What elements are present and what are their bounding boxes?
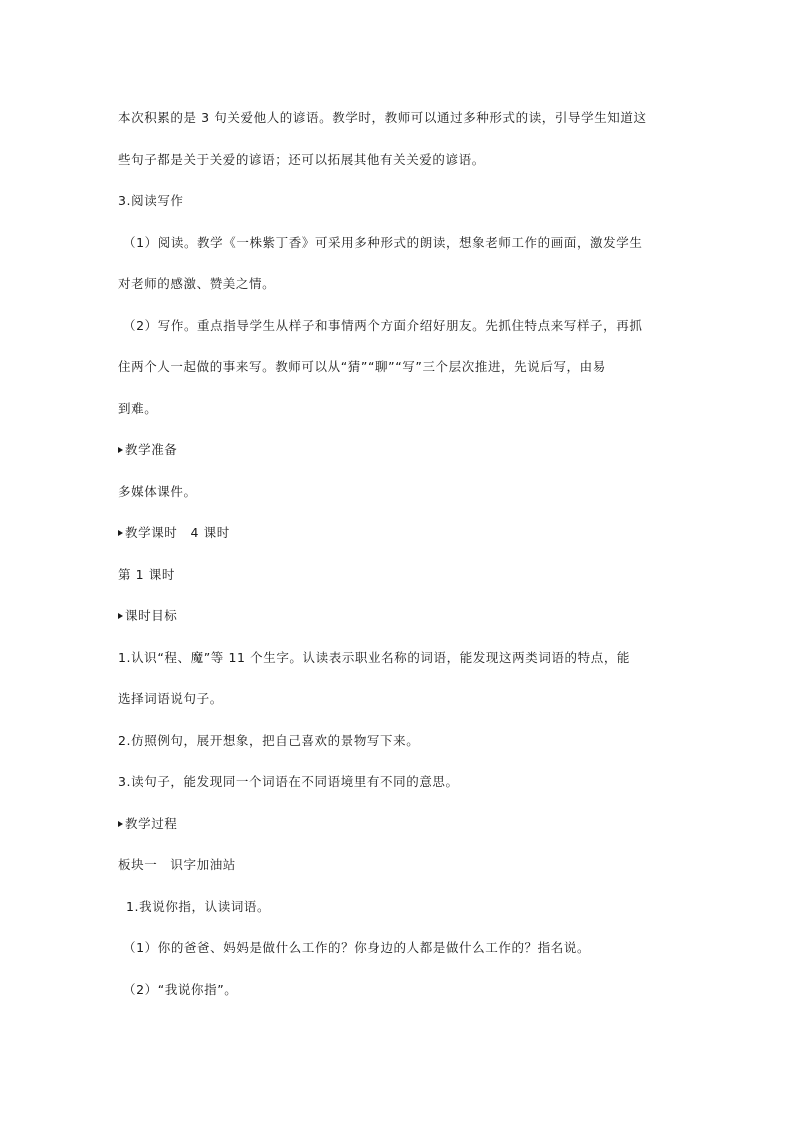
paragraph-line: 2.仿照例句，展开想象，把自己喜欢的景物写下来。 <box>118 733 420 748</box>
triangle-right-icon <box>118 447 123 453</box>
lesson-title: 第 1 课时 <box>118 567 175 582</box>
paragraph-line: 1.认识“程、魔”等 11 个生字。认读表示职业名称的词语，能发现这两类词语的特点，能 <box>118 650 631 665</box>
triangle-right-icon <box>118 821 123 827</box>
heading-text: 教学准备 <box>125 442 178 457</box>
block-title: 板块一 识字加油站 <box>118 857 236 872</box>
heading-text: 教学课时 4 课时 <box>125 525 230 540</box>
heading-text: 课时目标 <box>125 608 178 623</box>
paragraph-line: （1）阅读。教学《一株紫丁香》可采用多种形式的朗读，想象老师工作的画面，激发学生 <box>123 235 643 250</box>
paragraph-line: 对老师的感激、赞美之情。 <box>118 276 276 291</box>
heading-text: 教学过程 <box>125 816 178 831</box>
section-heading <box>118 440 678 460</box>
paragraph-line: （2）“我说你指”。 <box>123 982 238 997</box>
paragraph-line: （2）写作。重点指导学生从样子和事情两个方面介绍好朋友。先抓住特点来写样子，再抓 <box>123 318 643 333</box>
section-heading <box>118 523 678 543</box>
triangle-right-icon <box>118 613 123 619</box>
triangle-right-icon <box>118 530 123 536</box>
paragraph-line: 选择词语说句子。 <box>118 691 223 706</box>
paragraph-line: 到难。 <box>118 401 158 416</box>
paragraph-line: 3.读句子，能发现同一个词语在不同语境里有不同的意思。 <box>118 774 459 789</box>
section-heading: 3.阅读写作 <box>118 193 184 208</box>
paragraph-line: 1.我说你指，认读词语。 <box>126 899 271 914</box>
paragraph-line: （1）你的爸爸、妈妈是做什么工作的？你身边的人都是做什么工作的？指名说。 <box>123 940 591 955</box>
paragraph-line: 本次积累的是 3 句关爱他人的谚语。教学时，教师可以通过多种形式的读，引导学生知道这 <box>118 110 647 125</box>
paragraph-line: 住两个人一起做的事来写。教师可以从“猜”“聊”“写”三个层次推进，先说后写，由易 <box>118 359 606 374</box>
section-heading <box>118 606 678 626</box>
section-heading <box>118 814 678 834</box>
paragraph-line: 些句子都是关于关爱的谚语；还可以拓展其他有关关爱的谚语。 <box>118 152 485 167</box>
paragraph-line: 多媒体课件。 <box>118 484 197 499</box>
